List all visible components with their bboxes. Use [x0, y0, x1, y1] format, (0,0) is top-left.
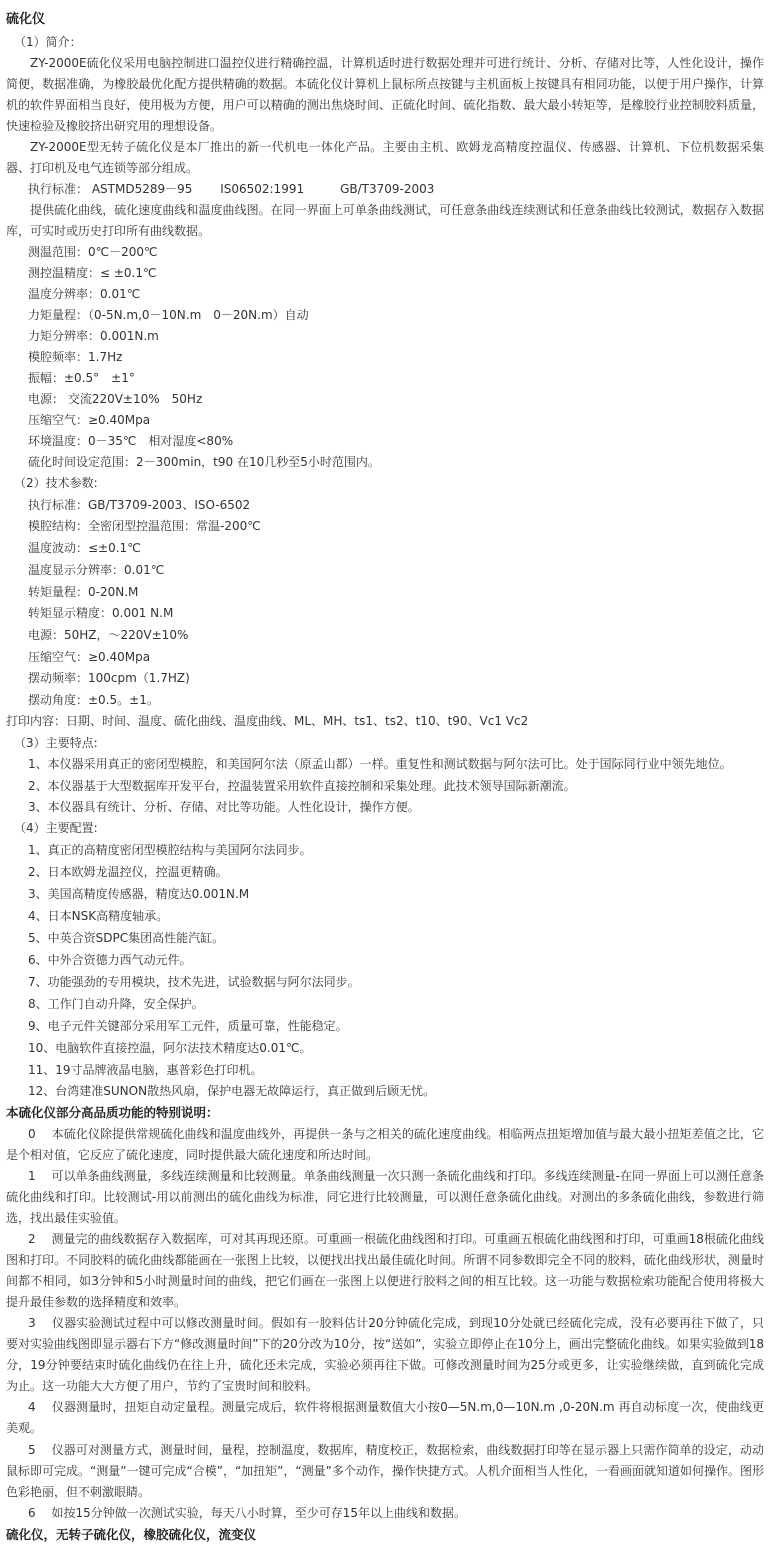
- special-item-3: 3 仪器实验测试过程中可以修改测量时间。假如有一胶料估计20分钟硫化完成，到现10分处就已经硫化完成，没有必要再往下做了，只要对实验曲线图即显示器右下方“修改测量时间”下的20分改为10分，按“送如”，实验立即停止在10分上，画出完整硫化曲线。如果实验做到18分，19分钟要结束时硫化曲线仍在往上升，硫化还未完成，实验必须再往下做。可修改测量时间为25分或更多，让实验继续做，直到硫化完成为止。这一功能大大方便了用户，节约了宝贵时间和胶料。: [6, 1316, 764, 1393]
- config-item: 7、功能强劲的专用模块，技术先进，试验数据与阿尔法同步。: [28, 975, 360, 989]
- tech-item: 转矩量程：0-20N.M: [28, 585, 139, 599]
- param-item: 环境温度：0－35℃ 相对湿度<80%: [28, 434, 234, 448]
- config-item: 5、中英合资SDPC集团高性能汽缸。: [28, 931, 225, 945]
- param-item: 电源： 交流220V±10% 50Hz: [28, 392, 203, 406]
- tech-item: 压缩空气：≥0.40Mpa: [28, 650, 151, 664]
- special-item-4: 4 仪器测量时，扭矩自动定量程。测量完成后，软件将根据测量数值大小按0—5N.m,0—10N.m ,0-20N.m 再自动标度一次，使曲线更美观。: [6, 1400, 764, 1435]
- param-item: 硫化时间设定范围：2－300min，t90 在10几秒至5小时范围内。: [28, 455, 380, 469]
- tech-heading: （2）技术参数:: [14, 476, 98, 490]
- special-item-2: 2 测量完的曲线数据存入数据库，可对其再现还原。可重画一根硫化曲线图和打印。可重画五根硫化曲线图和打印，可重画18根硫化曲线图和打印。不同胶料的硫化曲线都能画在一张图上比较，以便找出找出最佳硫化时间。所谓不同参数即完全不同的胶料，硫化曲线形状，测量时间都不相同，如3分钟和5小时测量时间的曲线，把它们画在一张图上以便进行胶料之间的相互比较。这一功能与数据检索功能配合使用将极大提升最佳参数的选择精度和效率。: [6, 1232, 764, 1309]
- param-item: 振幅：±0.5° ±1°: [28, 371, 135, 385]
- feature-item: 3、本仪器具有统计、分析、存储、对比等功能。人性化设计，操作方便。: [28, 800, 420, 814]
- config-item: 9、电子元件关键部分采用军工元件，质量可靠，性能稳定。: [28, 1019, 348, 1033]
- param-item: 测温范围：0℃－200℃: [28, 245, 158, 259]
- tech-item: 摆动角度：±0.5。±1。: [28, 693, 159, 707]
- param-item: 模腔频率：1.7Hz: [28, 350, 123, 364]
- config-item: 3、美国高精度传感器，精度达0.001N.M: [28, 887, 250, 901]
- intro-heading: （1）简介：: [14, 35, 82, 49]
- feature-item: 1、本仪器采用真正的密闭型模腔，和美国阿尔法（原孟山都）一样。重复性和测试数据与阿尔法可比。处于国际同行业中领先地位。: [28, 757, 732, 771]
- special-item-0: 0 本硫化仪除提供常规硫化曲线和温度曲线外，再提供一条与之相关的硫化速度曲线。相临两点扭矩增加值与最大最小扭矩差值之比，它是个相对值，它反应了硫化速度，同时提供最大硫化速度和所达时间。: [6, 1127, 764, 1162]
- config-item: 8、工作门自动升降，安全保护。: [28, 997, 204, 1011]
- param-item: 力矩量程：（0-5N.m,0－10N.m 0－20N.m）自动: [28, 308, 309, 322]
- print-content: 打印内容：日期、时间、温度、硫化曲线、温度曲线、ML、MH、ts1、ts2、t10、t90、Vc1 Vc2: [6, 714, 529, 728]
- curve-paragraph: 提供硫化曲线，硫化速度曲线和温度曲线图。在同一界面上可单条曲线测试，可任意条曲线连续测试和任意条曲线比较测试，数据存入数据库，可实时或历史打印所有曲线数据。: [6, 203, 764, 238]
- config-item: 2、日本欧姆龙温控仪，控温更精确。: [28, 865, 228, 879]
- config-item: 1、真正的高精度密闭型模腔结构与美国阿尔法同步。: [28, 843, 312, 857]
- special-item-1: 1 可以单条曲线测量，多线连续测量和比较测量。单条曲线测量一次只测一条硫化曲线和打印。多线连续测量-在同一界面上可以测任意条硫化曲线和打印。比较测试-用以前测出的硫化曲线为标准，同它进行比较测量，可以测任意条硫化曲线。对测出的多条硫化曲线，参数进行筛选，找出最佳实验值。: [6, 1169, 764, 1225]
- config-item: 10、电脑软件直接控温，阿尔法技术精度达0.01℃。: [28, 1041, 312, 1055]
- features-heading: （3）主要特点:: [14, 736, 98, 750]
- footer-keywords: 硫化仪，无转子硫化仪，橡胶硫化仪，流变仪: [6, 1527, 257, 1542]
- config-item: 4、日本NSK高精度轴承。: [28, 909, 169, 923]
- tech-item: 电源：50HZ，～220V±10%: [28, 628, 189, 642]
- tech-item: 转矩显示精度：0.001 N.M: [28, 606, 174, 620]
- tech-item: 摆动频率：100cpm（1.7HZ): [28, 671, 190, 685]
- config-item: 12、台湾建准SUNON散热风扇，保护电器无故障运行，真正做到后顾无忧。: [28, 1084, 436, 1098]
- param-item: 力矩分辨率：0.001N.m: [28, 329, 159, 343]
- special-heading: 本硫化仪部分高品质功能的特别说明：: [6, 1105, 219, 1120]
- tech-item: 执行标准：GB/T3709-2003、ISO-6502: [28, 498, 251, 512]
- standard-line: 执行标准： ASTMD5289－95 IS06502:1991 GB/T3709-2003: [28, 182, 435, 196]
- tech-item: 温度波动：≤±0.1℃: [28, 541, 141, 555]
- config-heading: （4）主要配置:: [14, 821, 98, 835]
- param-item: 测控温精度：≤ ±0.1℃: [28, 266, 157, 280]
- config-item: 6、中外合资德力西气动元件。: [28, 953, 192, 967]
- param-item: 温度分辨率：0.01℃: [28, 287, 141, 301]
- tech-item: 模腔结构：全密闭型控温范围：常温-200℃: [28, 519, 261, 533]
- intro-paragraph-2: ZY-2000E型无转子硫化仪是本厂推出的新一代机电一体化产品。主要由主机、欧姆龙高精度控温仪、传感器、计算机、下位机数据采集器、打印机及电气连锁等部分组成。: [6, 140, 764, 175]
- feature-item: 2、本仪器基于大型数据库开发平台，控温装置采用软件直接控制和采集处理。此技术领导国际新潮流。: [28, 779, 576, 793]
- param-item: 压缩空气：≥0.40Mpa: [28, 413, 151, 427]
- intro-paragraph-1: ZY-2000E硫化仪采用电脑控制进口温控仪进行精确控温，计算机适时进行数据处理并可进行统计、分析、存储对比等，人性化设计，操作简便，数据准确，为橡胶最优化配方提供精确的数据。本硫化仪计算机上鼠标所点按键与主机面板上按键具有相同功能，以便于用户操作，计算机的软件界面相当良好，使用极为方便，用户可以精确的测出焦烧时间、正硫化时间、硫化指数、最大最小转矩等，是橡胶行业控制胶料质量，快速检验及橡胶挤出研究用的理想设备。: [6, 56, 764, 133]
- special-item-5: 5 仪器可对测量方式，测量时间，量程，控制温度，数据库，精度校正，数据检索，曲线数据打印等在显示器上只需作简单的设定，动动鼠标即可完成。“测量”一键可完成“合模”，“加扭矩”，“测量”多个动作，操作快捷方式。人机介面相当人性化，一看画面就知道如何操作。图形色彩艳丽，但不刺激眼睛。: [6, 1443, 764, 1499]
- tech-item: 温度显示分辨率：0.01℃: [28, 563, 165, 577]
- page-title: 硫化仪: [6, 12, 46, 27]
- special-item-6: 6 如按15分钟做一次测试实验，每天八小时算，至少可存15年以上曲线和数据。: [28, 1506, 466, 1520]
- config-item: 11、19寸品牌液晶电脑，惠普彩色打印机。: [28, 1063, 263, 1077]
